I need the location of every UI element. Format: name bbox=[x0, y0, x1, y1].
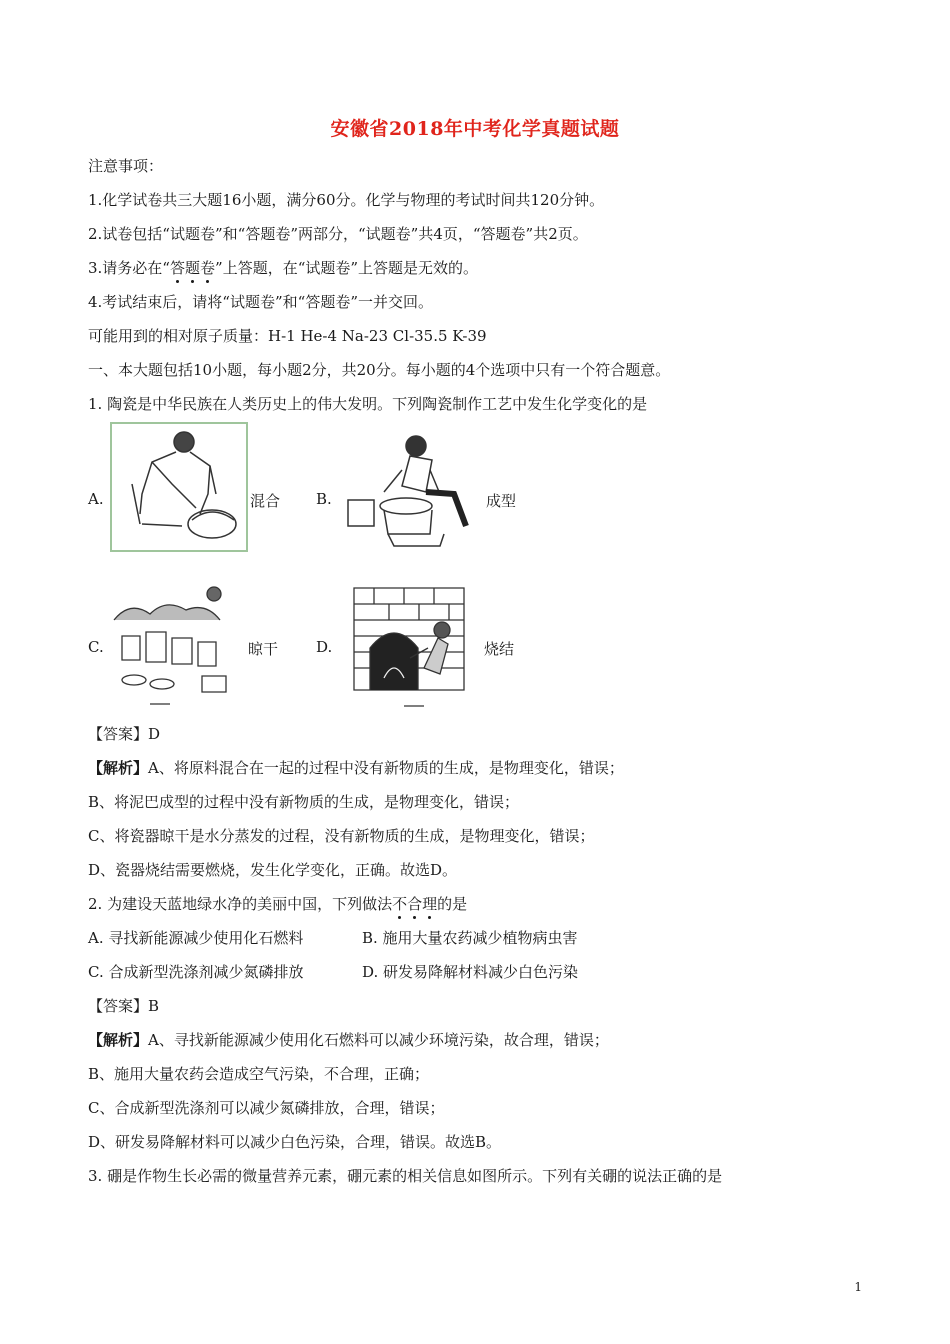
page-title: 安徽省2018年中考化学真题试题 bbox=[330, 118, 620, 140]
q1-analysis-line-1: 【解析】A、将原料混合在一起的过程中没有新物质的生成，是物理变化，错误； bbox=[88, 759, 624, 777]
notes-heading: 注意事项： bbox=[88, 157, 164, 175]
page-number: 1 bbox=[854, 1280, 862, 1294]
question-2-stem: 2. 为建设天蓝地绿水净的美丽中国，下列做法不合理的是 bbox=[88, 895, 468, 913]
option-b-letter: B. bbox=[316, 490, 332, 508]
note-item-1: 1.化学试卷共三大题16小题，满分60分。化学与物理的考试时间共120分钟。 bbox=[88, 191, 605, 209]
question-3-stem: 3. 硼是作物生长必需的微量营养元素，硼元素的相关信息如图所示。下列有关硼的说法正确的是 bbox=[88, 1167, 723, 1185]
q2-answer: 【答案】B bbox=[88, 997, 160, 1015]
option-c-letter: C. bbox=[88, 638, 104, 656]
firing-kiln-illustration bbox=[344, 578, 474, 708]
section-heading: 一、本大题包括10小题，每小题2分，共20分。每小题的4个选项中只有一个符合题意。 bbox=[88, 361, 671, 379]
q2-option-a: A. 寻找新能源减少使用化石燃料 bbox=[88, 929, 304, 947]
option-b-text: 成型 bbox=[486, 492, 517, 510]
q1-analysis-line-2: B、将泥巴成型的过程中没有新物质的生成，是物理变化，错误； bbox=[88, 793, 520, 811]
mixing-illustration bbox=[110, 422, 248, 552]
q2-analysis-line-4: D、研发易降解材料可以减少白色污染，合理，错误。故选B。 bbox=[88, 1133, 502, 1151]
q1-answer: 【答案】D bbox=[88, 725, 161, 743]
option-d-letter: D. bbox=[316, 638, 333, 656]
note-item-3: 3.请务必在“答题卷”上答题，在“试题卷”上答题是无效的。 bbox=[88, 259, 479, 277]
option-a-text: 混合 bbox=[250, 492, 281, 510]
drying-illustration bbox=[110, 580, 238, 706]
q1-analysis-line-4: D、瓷器烧结需要燃烧，发生化学变化，正确。故选D。 bbox=[88, 861, 458, 879]
atomic-masses: 可能用到的相对原子质量：H-1 He-4 Na-23 Cl-35.5 K-39 bbox=[88, 327, 487, 345]
shaping-illustration bbox=[344, 430, 472, 548]
option-d-text: 烧结 bbox=[484, 640, 515, 658]
q2-option-d: D. 研发易降解材料减少白色污染 bbox=[362, 963, 579, 981]
note-item-2: 2.试卷包括“试题卷”和“答题卷”两部分，“试题卷”共4页，“答题卷”共2页。 bbox=[88, 225, 588, 243]
note-item-4: 4.考试结束后，请将“试题卷”和“答题卷”一并交回。 bbox=[88, 293, 433, 311]
q2-analysis-line-1: 【解析】A、寻找新能源减少使用化石燃料可以减少环境污染，故合理，错误； bbox=[88, 1031, 609, 1049]
q2-analysis-line-3: C、合成新型洗涤剂可以减少氮磷排放，合理，错误； bbox=[88, 1099, 445, 1117]
option-c-text: 晾干 bbox=[248, 640, 279, 658]
q2-option-b: B. 施用大量农药减少植物病虫害 bbox=[362, 929, 578, 947]
q2-analysis-line-2: B、施用大量农药会造成空气污染，不合理，正确； bbox=[88, 1065, 430, 1083]
option-a-letter: A. bbox=[88, 490, 104, 508]
q1-analysis-line-3: C、将瓷器晾干是水分蒸发的过程，没有新物质的生成，是物理变化，错误； bbox=[88, 827, 595, 845]
question-1-stem: 1. 陶瓷是中华民族在人类历史上的伟大发明。下列陶瓷制作工艺中发生化学变化的是 bbox=[88, 395, 648, 413]
q2-option-c: C. 合成新型洗涤剂减少氮磷排放 bbox=[88, 963, 304, 981]
